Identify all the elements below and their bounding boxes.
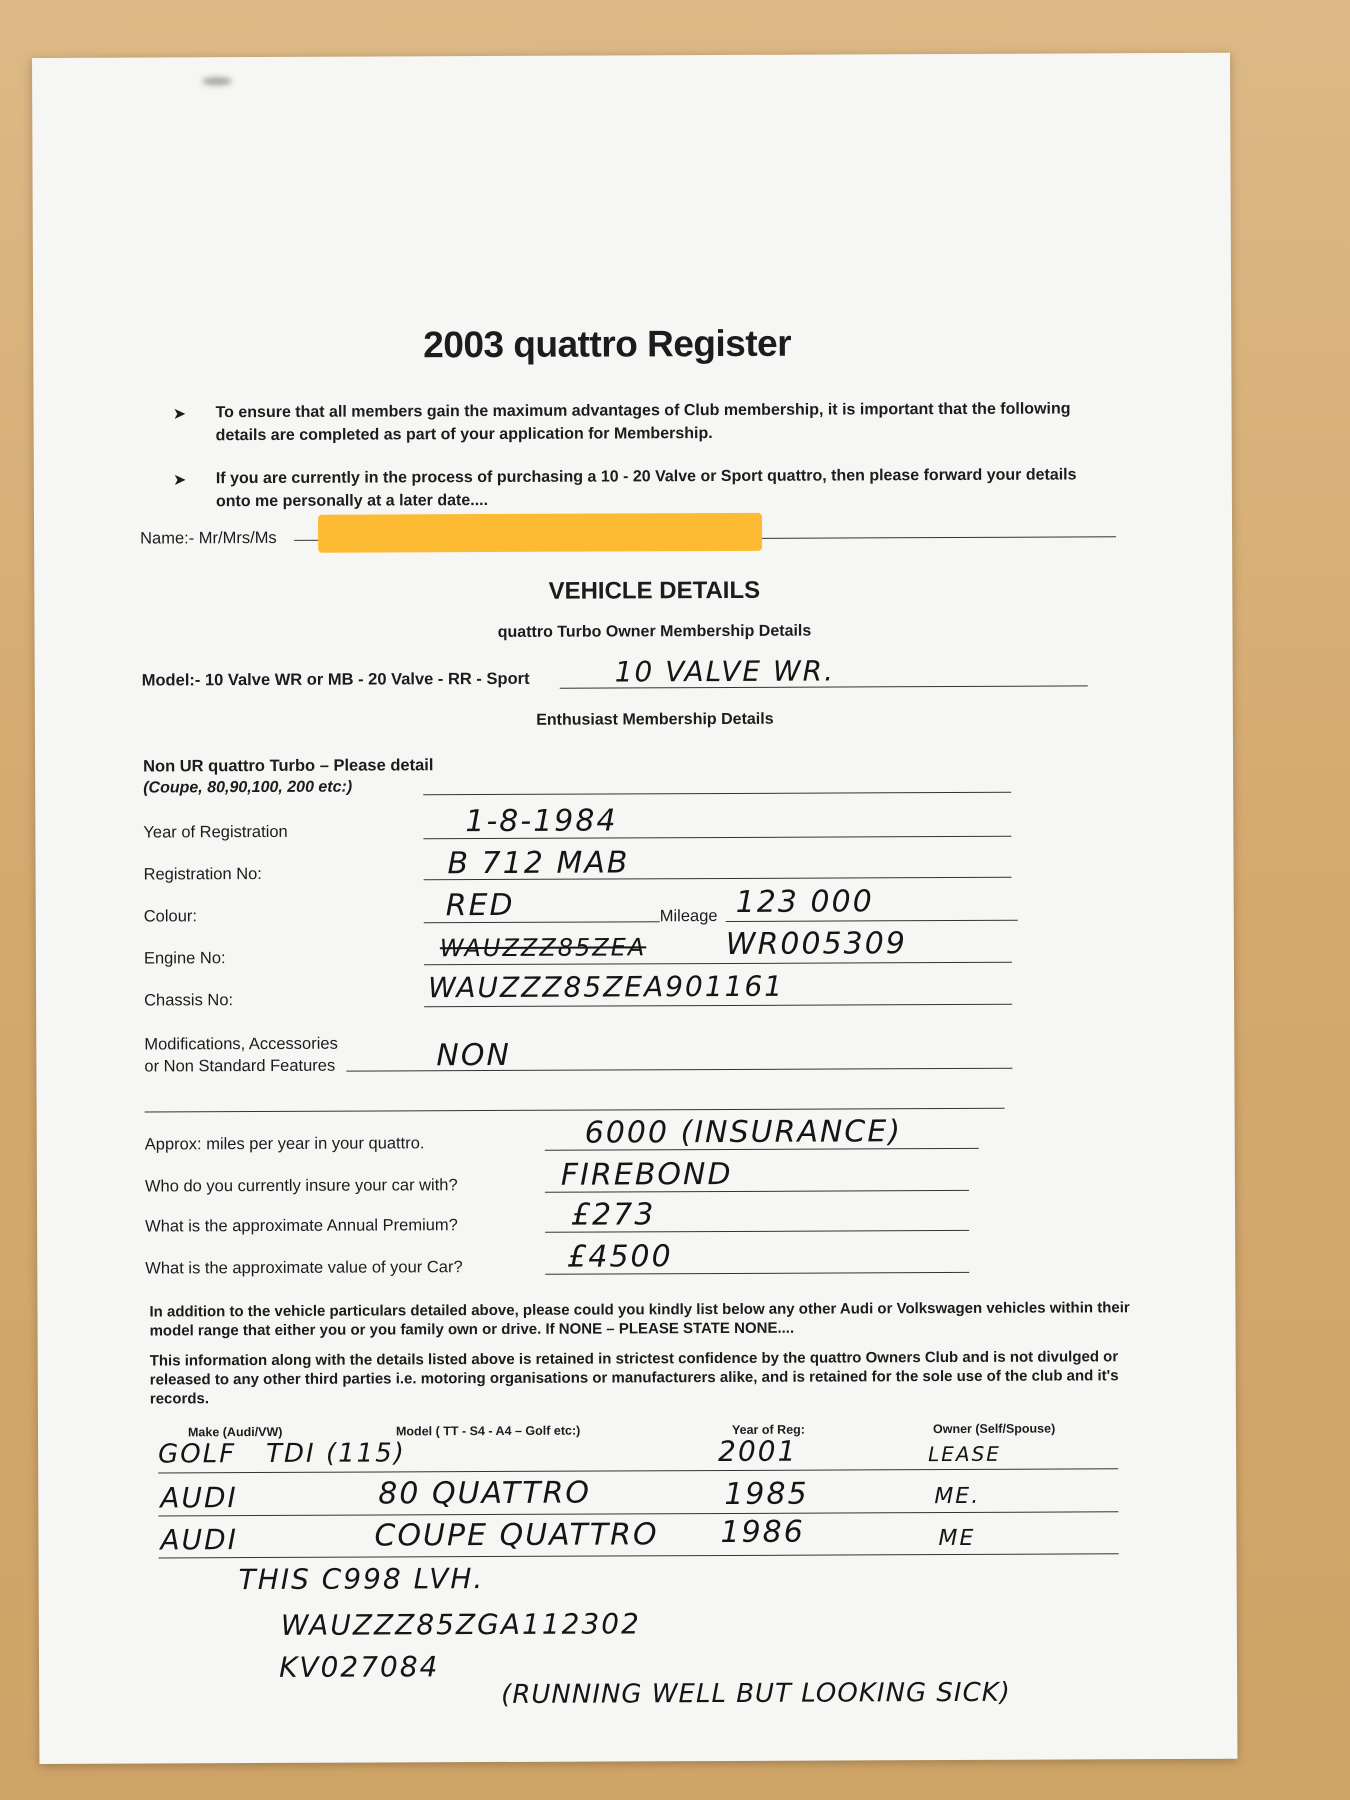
- column-header-year: Year of Reg:: [731, 1422, 805, 1437]
- arrow-bullet-icon: ➤: [173, 405, 186, 422]
- row-year: 1985: [724, 1476, 809, 1512]
- engine-field[interactable]: [424, 962, 1012, 966]
- question-answer: £4500: [567, 1239, 673, 1275]
- mods-value: NON: [436, 1037, 511, 1074]
- bullet-text: To ensure that all members gain the maximum advantages of Club membership, it is important that the following details are completed as part of your application for Membership.: [215, 400, 1071, 445]
- handwritten-note: WAUZZZ85ZGA112302: [280, 1607, 641, 1642]
- mods-field-extra-line[interactable]: [145, 1108, 1005, 1113]
- row-model: COUPE QUATTRO: [374, 1517, 659, 1554]
- year-label: Year of Registration: [143, 822, 288, 842]
- paper-mark: [202, 77, 232, 85]
- colour-label: Colour:: [143, 907, 197, 926]
- mods-label-line-2: or Non Standard Features: [144, 1056, 336, 1076]
- question-answer: £273: [570, 1197, 656, 1233]
- owner-subheading: quattro Turbo Owner Membership Details: [497, 622, 812, 641]
- reg-label: Registration No:: [143, 865, 262, 884]
- confidentiality-notice: This information along with the details listed above is retained in strictest confidence by the quattro Owners Club and is not divulged or released to any other third parties i.e. motoring organisations or manufacturers alike, and is retained for the sole use of the club and it's records.: [149, 1348, 1119, 1408]
- bullet-text: If you are currently in the process of purchasing a 10 - 20 Valve or Sport quattro, then please forward your details onto me personally at a later date....: [215, 466, 1077, 511]
- question-label: What is the approximate Annual Premium?: [145, 1216, 458, 1236]
- row-make: AUDI: [160, 1523, 239, 1557]
- engine-label: Engine No:: [143, 949, 226, 968]
- model-value: 10 VALVE WR.: [614, 654, 836, 689]
- mileage-label: Mileage: [659, 907, 718, 926]
- row-make: GOLF: [158, 1439, 237, 1470]
- name-label: Name:- Mr/Mrs/Ms: [140, 528, 277, 548]
- question-label: What is the approximate value of your Car?: [145, 1258, 463, 1278]
- chassis-field[interactable]: [424, 1004, 1012, 1008]
- row-line[interactable]: [158, 1511, 1118, 1516]
- engine-value: WR005309: [725, 926, 907, 962]
- row-owner: ME: [938, 1525, 976, 1552]
- question-label: Approx: miles per year in your quattro.: [144, 1134, 425, 1154]
- question-answer: 6000 (INSURANCE): [584, 1114, 903, 1151]
- mileage-field[interactable]: [726, 920, 1018, 922]
- engine-struck-value: WAUZZZ85ZEA: [439, 933, 647, 963]
- row-year: 2001: [718, 1434, 798, 1469]
- colour-value: RED: [445, 887, 515, 924]
- chassis-label: Chassis No:: [144, 991, 234, 1010]
- bullet-item: [173, 397, 1103, 447]
- row-model: 80 QUATTRO: [378, 1475, 592, 1512]
- row-make: AUDI: [160, 1481, 238, 1515]
- question-answer: FIREBOND: [560, 1156, 733, 1193]
- non-ur-sublabel: (Coupe, 80,90,100, 200 etc:): [143, 778, 353, 797]
- row-owner: ME.: [934, 1483, 981, 1510]
- handwritten-note: THIS C998 LVH.: [238, 1562, 485, 1597]
- row-line[interactable]: [158, 1468, 1118, 1473]
- vehicle-details-heading: VEHICLE DETAILS: [548, 576, 761, 605]
- mods-label-line-1: Modifications, Accessories: [144, 1034, 338, 1054]
- non-ur-field[interactable]: [423, 792, 1011, 796]
- reg-value: B 712 MAB: [447, 845, 630, 882]
- row-line[interactable]: [159, 1553, 1119, 1558]
- row-year: 1986: [720, 1514, 805, 1551]
- handwritten-note: (RUNNING WELL BUT LOOKING SICK): [501, 1677, 1011, 1710]
- row-model: TDI (115): [266, 1438, 406, 1469]
- question-label: Who do you currently insure your car with?: [144, 1176, 458, 1196]
- mileage-value: 123 000: [735, 884, 874, 920]
- column-header-owner: Owner (Self/Spouse): [932, 1421, 1056, 1437]
- chassis-value: WAUZZZ85ZEA901161: [427, 969, 785, 1005]
- enthusiast-subheading: Enthusiast Membership Details: [536, 710, 774, 729]
- row-owner: LEASE: [928, 1441, 1001, 1467]
- other-vehicles-instructions: In addition to the vehicle particulars detailed above, please could you kindly list below any other Audi or Volkswagen vehicles within their model range that either you or you family own or drive. If NONE – PLEASE STATE NONE....: [149, 1299, 1130, 1340]
- bullet-item: [174, 463, 1104, 513]
- model-label: Model:- 10 Valve WR or MB - 20 Valve - RR - Sport: [141, 669, 530, 690]
- column-header-make: Make (Audi/VW): [187, 1424, 283, 1440]
- redaction-block: [318, 513, 762, 553]
- registration-form-paper: [32, 53, 1237, 1764]
- form-title: 2003 quattro Register: [423, 322, 792, 366]
- year-value: 1-8-1984: [465, 803, 618, 840]
- arrow-bullet-icon: ➤: [173, 471, 186, 488]
- column-header-model: Model ( TT - S4 - A4 – Golf etc:): [395, 1423, 581, 1439]
- non-ur-label: Non UR quattro Turbo – Please detail: [143, 756, 434, 776]
- handwritten-note: KV027084: [278, 1650, 440, 1684]
